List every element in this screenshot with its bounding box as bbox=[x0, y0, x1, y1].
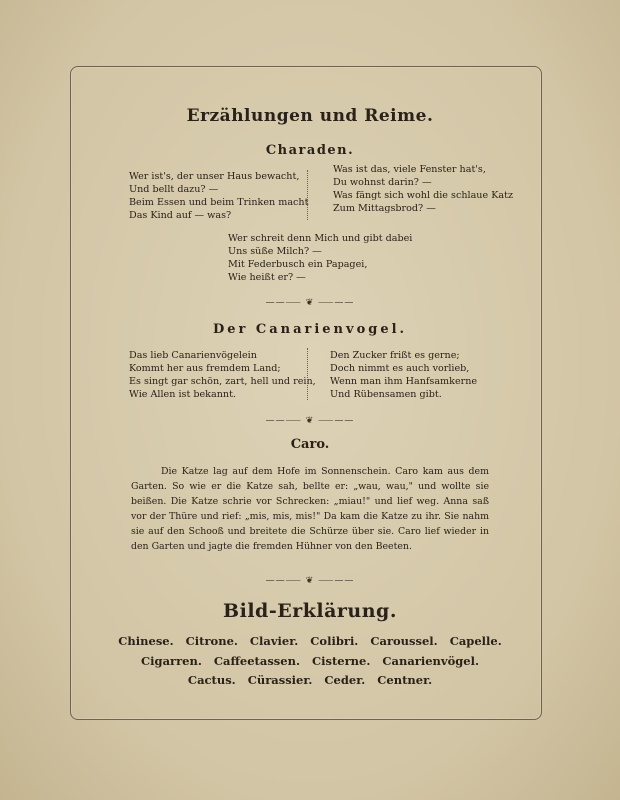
word-row bbox=[0, 634, 620, 648]
column-divider bbox=[307, 170, 308, 220]
word: Caffeetassen. bbox=[213, 654, 300, 668]
word: Cürassier. bbox=[247, 673, 313, 687]
word: Ceder. bbox=[324, 673, 366, 687]
verse-line: Wenn man ihm Hanfsamkerne bbox=[330, 376, 478, 387]
canarien-left-verse bbox=[129, 349, 316, 401]
verse-line: Zum Mittagsbrod? — bbox=[333, 203, 436, 214]
word: Chinese. bbox=[118, 634, 174, 648]
word: Centner. bbox=[377, 673, 433, 687]
column-divider bbox=[307, 348, 308, 400]
verse-line: Doch nimmt es auch vorlieb, bbox=[330, 363, 470, 374]
word: Capelle. bbox=[449, 634, 502, 648]
charade-left-verse bbox=[129, 170, 308, 222]
story-paragraph: Die Katze lag auf dem Hofe im Sonnenschein. Caro kam aus dem Garten. So wie er die Katze sah, bellte er: „wau, wau," und wollte sie beißen. Die Katze schrie vor Schrecken: „miau!" und lief weg. Anna saß vor der Thüre und rief: „mis, mis, mis!" Da kam die Katze zu ihr. Sie nahm sie auf den Schooß und breitete die Schürze über sie. Caro lief wieder in den Garten und jagte die fremden Hühner von den Beeten. bbox=[131, 466, 489, 552]
ornament-divider: ——⸺ ❦ ⸺—— bbox=[265, 576, 355, 586]
word: Clavier. bbox=[249, 634, 299, 648]
verse-line: Und Rübensamen gibt. bbox=[330, 389, 442, 400]
word: Citrone. bbox=[185, 634, 238, 648]
word: Caroussel. bbox=[370, 634, 438, 648]
verse-line: Beim Essen und beim Trinken macht bbox=[129, 197, 309, 208]
verse-line: Wer ist's, der unser Haus bewacht, bbox=[129, 171, 300, 182]
ornament-divider: ——⸺ ❦ ⸺—— bbox=[265, 298, 355, 308]
bild-heading: Bild-Erklärung. bbox=[223, 600, 397, 622]
caro-story bbox=[131, 464, 489, 554]
word: Cigarren. bbox=[141, 654, 202, 668]
word: Cactus. bbox=[187, 673, 236, 687]
word: Canarienvögel. bbox=[382, 654, 479, 668]
word: Cisterne. bbox=[311, 654, 371, 668]
canarien-heading: Der Canarienvogel. bbox=[212, 322, 408, 337]
caro-heading: Caro. bbox=[290, 437, 330, 452]
canarien-right-verse bbox=[330, 349, 477, 401]
verse-line: Es singt gar schön, zart, hell und rein, bbox=[129, 376, 316, 387]
verse-line: Und bellt dazu? — bbox=[129, 184, 219, 195]
ornament-divider: ——⸺ ❦ ⸺—— bbox=[265, 416, 355, 426]
verse-line: Das Kind auf — was? bbox=[129, 210, 232, 221]
word-row bbox=[0, 654, 620, 668]
verse-line: Wie heißt er? — bbox=[228, 272, 306, 283]
verse-line: Das lieb Canarienvögelein bbox=[129, 350, 257, 361]
verse-line: Du wohnst darin? — bbox=[333, 177, 432, 188]
verse-line: Wie Allen ist bekannt. bbox=[129, 389, 236, 400]
verse-line: Was ist das, viele Fenster hat's, bbox=[333, 164, 486, 175]
verse-line: Uns süße Milch? — bbox=[228, 246, 322, 257]
word: Colibri. bbox=[310, 634, 359, 648]
word-row bbox=[0, 673, 620, 687]
verse-line: Den Zucker frißt es gerne; bbox=[330, 350, 460, 361]
page-title: Erzählungen und Reime. bbox=[186, 106, 434, 126]
verse-line: Wer schreit denn Mich und gibt dabei bbox=[228, 233, 413, 244]
verse-line: Mit Federbusch ein Papagei, bbox=[228, 259, 368, 270]
verse-line: Was fängt sich wohl die schlaue Katz bbox=[333, 190, 513, 201]
charade-right-verse bbox=[333, 163, 513, 215]
charade-center-verse bbox=[228, 232, 412, 284]
charaden-heading: Charaden. bbox=[265, 143, 355, 158]
verse-line: Kommt her aus fremdem Land; bbox=[129, 363, 281, 374]
